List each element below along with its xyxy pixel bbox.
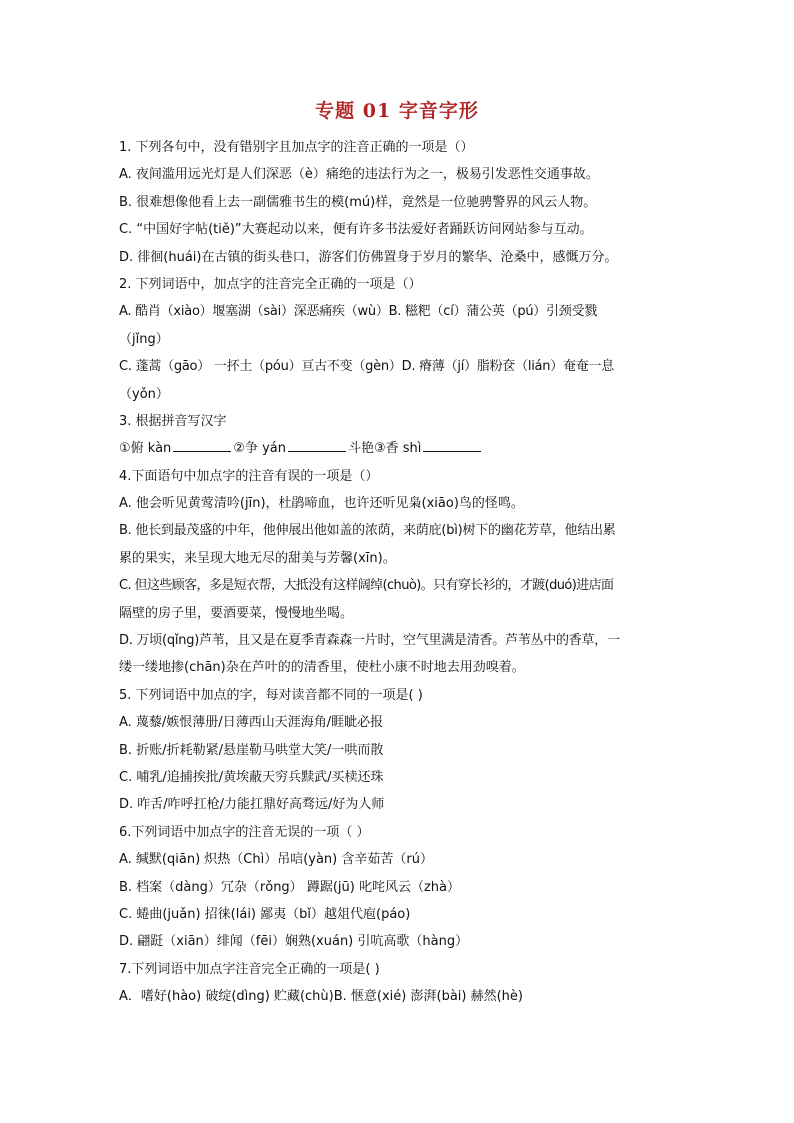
pinyin-item-1: ①俯 kàn bbox=[119, 441, 172, 457]
question-1-option-d: D. 徘徊(huái)在古镇的街头巷口，游客们仿佛置身于岁月的繁华、沧桑中，感慨万分。 bbox=[119, 249, 618, 265]
question-5-stem: 5. 下列词语中加点的字，每对读音都不同的一项是( ) bbox=[119, 687, 423, 703]
answer-blank-2[interactable] bbox=[288, 439, 346, 452]
question-5-option-d: D. 咋舌/咋呼扛枪/力能扛鼎好高骛远/好为人师 bbox=[119, 797, 385, 813]
question-1-option-b: B. 很难想像他看上去一副儒雅书生的模(mú)样，竟然是一位驰骋警界的风云人物。 bbox=[119, 194, 597, 210]
question-6-option-c: C. 蜷曲(juǎn) 招徕(lái) 鄙夷（bǐ）越俎代庖(páo) bbox=[119, 906, 411, 922]
question-4-option-d-cont: 缕一缕地掺(chān)杂在芦叶的的清香里，使杜小康不时地去用劲嗅着。 bbox=[119, 660, 525, 676]
answer-blank-3[interactable] bbox=[423, 439, 481, 452]
question-6-option-b: B. 档案（dàng）冗杂（rǒng） 蹲踞(jū) 叱咤风云（zhà） bbox=[119, 879, 460, 895]
question-4-option-a: A. 他会听见黄莺清吟(jīn)，杜鹃啼血，也许还听见枭(xiāo)鸟的怪鸣。 bbox=[119, 496, 524, 512]
question-1-option-a: A. 夜间滥用远光灯是人们深恶（è）痛绝的违法行为之一，极易引发恶性交通事故。 bbox=[119, 167, 599, 183]
answer-blank-1[interactable] bbox=[173, 439, 231, 452]
question-7-stem: 7.下列词语中加点字注音完全正确的一项是( ) bbox=[119, 961, 380, 977]
question-2-option-cd: C. 蓬蒿（gāo） 一抔土（póu）亘古不变（gèn）D. 瘠薄（jí）脂粉奁（lián）奄奄一息 bbox=[119, 359, 615, 375]
page-title: 专题 01 字音字形 bbox=[315, 100, 479, 122]
question-5-option-a: A. 蔑藜/嫉恨薄册/日薄西山天涯海角/睚眦必报 bbox=[119, 715, 384, 731]
question-4-option-d: D. 万顷(qǐng)芦苇，且又是在夏季青森森一片时，空气里满是清香。芦苇丛中的香草，一 bbox=[119, 633, 620, 649]
pinyin-item-3: 斗艳③香 shì bbox=[347, 441, 422, 457]
question-body bbox=[119, 134, 679, 1011]
pinyin-item-2: ②争 yán bbox=[233, 441, 286, 457]
question-3-stem: 3. 根据拼音写汉字 bbox=[119, 413, 227, 429]
question-1-stem: 1. 下列各句中，没有错别字且加点字的注音正确的一项是（） bbox=[119, 140, 474, 155]
question-2-option-cd-cont: （yǒn） bbox=[119, 386, 169, 402]
question-1-option-c: C. “中国好字帖(tiě)”大赛起动以来，便有许多书法爱好者踊跃访问网站参与互动。 bbox=[119, 222, 593, 238]
question-4-stem: 4.下面语句中加点字的注音有误的一项是（） bbox=[119, 468, 379, 484]
question-7-option-ab: A．嗜好(hào) 破绽(dìng) 贮藏(chù)B. 惬意(xié) 澎湃(bài) 赫然(hè) bbox=[119, 989, 523, 1005]
question-4-option-b-cont: 累的果实，来呈现大地无尽的甜美与芳馨(xīn)。 bbox=[119, 550, 396, 566]
question-4-option-c-cont: 隔壁的房子里，要酒要菜，慢慢地坐喝。 bbox=[119, 605, 354, 621]
question-2-option-ab-cont: （jǐng） bbox=[119, 331, 169, 347]
question-3-pinyin-row bbox=[119, 435, 679, 462]
question-6-stem: 6.下列词语中加点字的注音无误的一项（ ） bbox=[119, 824, 370, 840]
question-4-option-b: B. 他长到最茂盛的中年，他伸展出他如盖的浓荫，来荫庇(bì)树下的幽花芳草，他结出累 bbox=[119, 523, 616, 539]
question-2-stem: 2. 下列词语中，加点字的注音完全正确的一项是（） bbox=[119, 276, 422, 292]
question-4-option-c: C. 但这些顾客，多是短衣帮，大抵没有这样阔绰(chuò)。只有穿长衫的，才踱(duó)进店面 bbox=[119, 578, 614, 594]
question-6-option-a: A. 缄默(qiān) 炽热（Chì）吊唁(yàn) 含辛茹苦（rú） bbox=[119, 852, 433, 868]
question-2-option-ab: A. 酷肖（xiào）堰塞湖（sài）深恶痛疾（wù）B. 糍粑（cí）蒲公英（pú）引颈受戮 bbox=[119, 304, 598, 320]
question-5-option-c: C. 哺乳/追捕挨批/黄埃蔽天穷兵黩武/买椟还珠 bbox=[119, 769, 384, 785]
question-5-option-b: B. 折账/折耗勒紧/悬崖勒马哄堂大笑/一哄而散 bbox=[119, 742, 384, 758]
question-6-option-d: D. 翩跹（xiān）绯闻（fēi）娴熟(xuán) 引吭高歌（hàng） bbox=[119, 934, 469, 950]
